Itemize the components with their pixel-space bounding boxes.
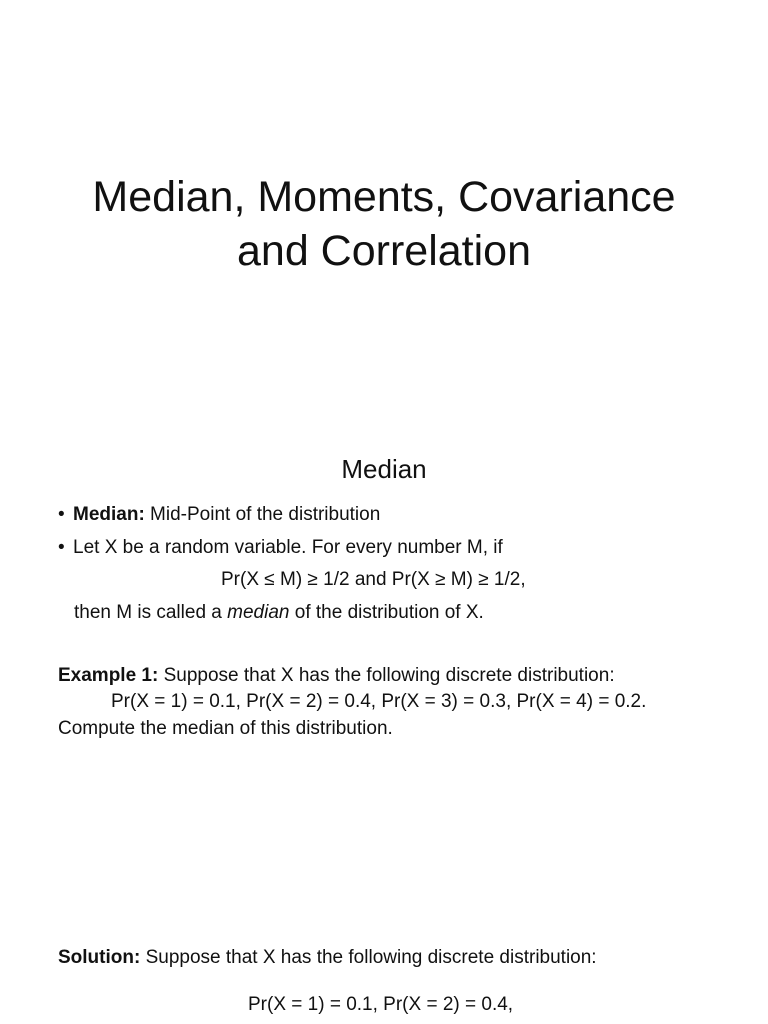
solution-text: Suppose that X has the following discrete distribution: xyxy=(140,947,597,968)
bullet-icon: • xyxy=(58,537,65,558)
example-intro xyxy=(58,664,615,688)
solution-intro xyxy=(58,946,597,970)
bullet-median-definition xyxy=(58,503,380,527)
bullet-icon: • xyxy=(58,504,65,525)
bullet-random-variable xyxy=(58,536,503,560)
example-text: Suppose that X has the following discrete distribution: xyxy=(158,665,615,686)
median-definition-text: Mid-Point of the distribution xyxy=(144,504,381,525)
random-variable-text: Let X be a random variable. For every number M, if xyxy=(73,537,503,558)
solution-probabilities: Pr(X = 1) = 0.1, Pr(X = 2) = 0.4, xyxy=(248,994,514,1015)
example-task: Compute the median of this distribution. xyxy=(58,718,393,739)
solution-label: Solution: xyxy=(58,947,141,968)
section-heading: Median xyxy=(341,454,427,484)
median-emphasis: median xyxy=(227,602,290,623)
example-probabilities: Pr(X = 1) = 0.1, Pr(X = 2) = 0.4, Pr(X = 3) = 0.3, Pr(X = 4) = 0.2. xyxy=(111,691,647,712)
slide-title-line-2: and Correlation xyxy=(236,227,531,275)
median-term: Median: xyxy=(73,504,145,525)
median-condition: Pr(X ≤ M) ≥ 1/2 and Pr(X ≥ M) ≥ 1/2, xyxy=(221,569,526,590)
example-label: Example 1: xyxy=(58,665,159,686)
median-conclusion xyxy=(74,601,484,625)
conclusion-suffix: of the distribution of X. xyxy=(289,602,484,623)
slide-title xyxy=(0,170,768,278)
slide-title-line-1: Median, Moments, Covariance xyxy=(92,173,676,221)
conclusion-prefix: then M is called a xyxy=(74,602,228,623)
